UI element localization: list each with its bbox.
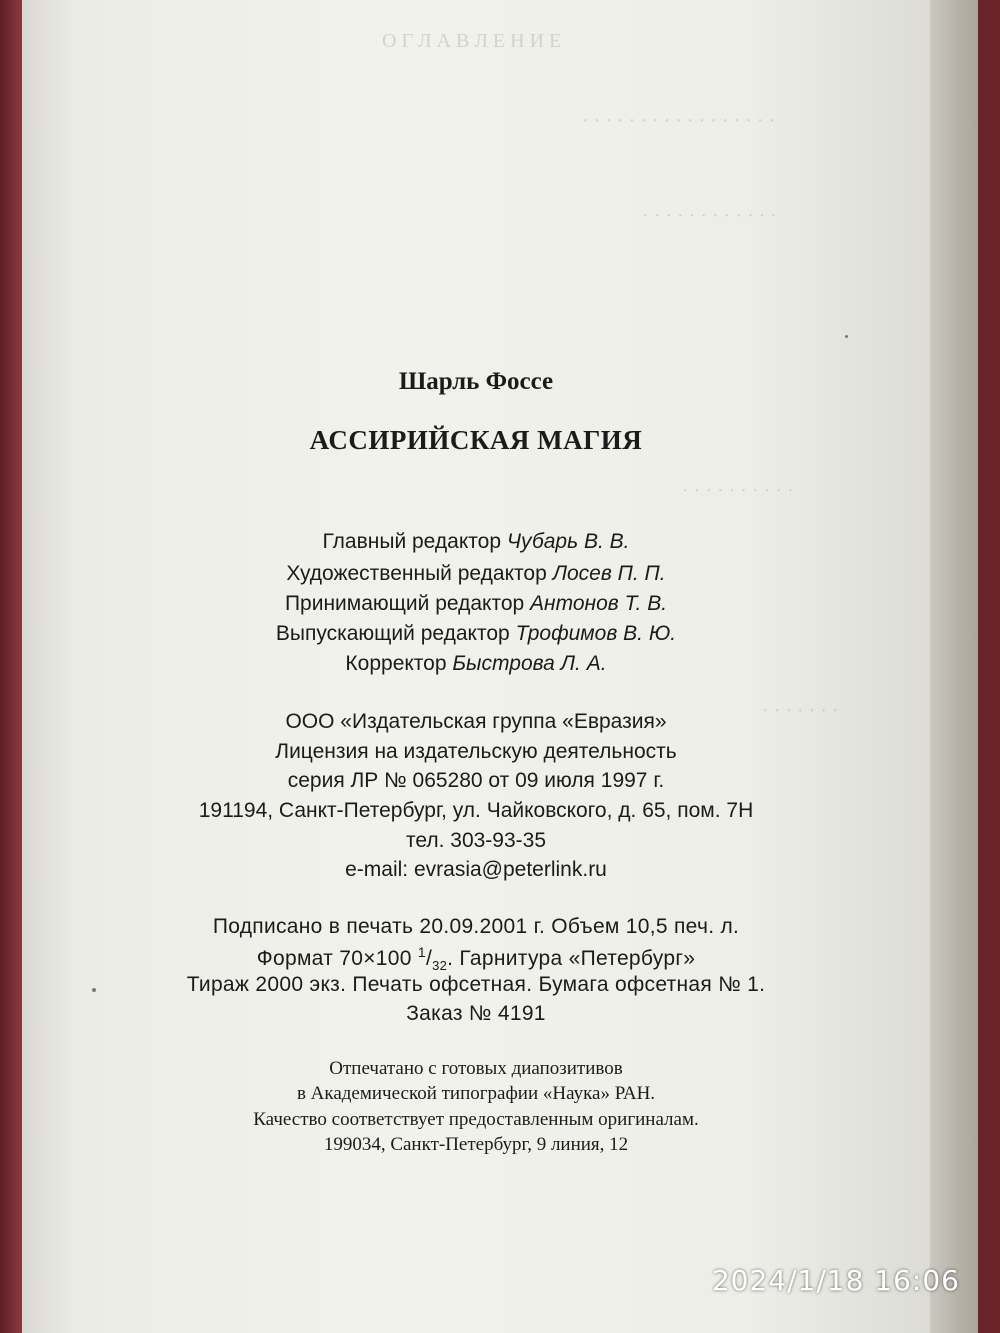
credit-name: Чубарь В. В. <box>506 530 630 553</box>
book-spine <box>0 0 22 1333</box>
publisher-name: ООО «Издательская группа «Евразия» <box>285 710 667 733</box>
format-prefix: Формат 70×100 <box>256 947 412 970</box>
book-title: АССИРИЙСКАЯ МАГИЯ <box>309 425 643 455</box>
format-sup: 1 <box>417 944 426 960</box>
credit-role: Выпускающий редактор <box>275 622 510 645</box>
credit-name: Трофимов В. Ю. <box>515 622 677 645</box>
photo-timestamp: 2024/1/18 16:06 <box>711 1264 960 1297</box>
print-format: Формат 70×100 $^1/_{32}$. Гарнитура «Петербург» <box>256 944 696 974</box>
format-suffix: . Гарнитура «Петербург» <box>447 947 696 970</box>
print-run: Тираж 2000 экз. Печать офсетная. Бумага офсетная № 1. <box>186 973 766 996</box>
credit-line <box>22 562 930 586</box>
credit-role: Главный редактор <box>322 530 501 553</box>
printer-line: 199034, Санкт-Петербург, 9 линия, 12 <box>323 1134 629 1155</box>
credit-name: Лосев П. П. <box>552 562 666 585</box>
format-sub: 32 <box>432 958 448 974</box>
credit-role: Принимающий редактор <box>284 592 525 615</box>
credit-line <box>22 592 930 616</box>
credit-line <box>22 652 930 676</box>
credit-role: Корректор <box>345 652 447 675</box>
show-through: · · · · · · · <box>762 700 839 722</box>
print-order: Заказ № 4191 <box>406 1002 546 1025</box>
credit-role: Художественный редактор <box>286 562 547 585</box>
publisher-series: серия ЛР № 065280 от 09 июля 1997 г. <box>287 769 665 792</box>
book-page <box>22 0 930 1333</box>
publisher-email: e-mail: evrasia@peterlink.ru <box>345 858 607 881</box>
printer-line: Отпечатано с готовых диапозитивов <box>329 1058 623 1079</box>
publisher-license: Лицензия на издательскую деятельность <box>275 740 677 763</box>
publisher-phone: тел. 303-93-35 <box>405 829 547 852</box>
show-through: · · · · · · · · · · · · <box>642 205 777 227</box>
printer-line: в Академической типографии «Наука» РАН. <box>296 1083 656 1104</box>
page-edge <box>930 0 1000 1333</box>
show-through: · · · · · · · · · · · · · · · · · <box>582 110 776 132</box>
credit-line <box>22 622 930 646</box>
show-through: О Г Л А В Л Е Н И Е <box>382 30 562 52</box>
dust-speck <box>845 335 848 338</box>
show-through: · · · · · · · · · · <box>682 480 794 502</box>
credit-name: Антонов Т. В. <box>530 592 668 615</box>
publisher-address: 191194, Санкт-Петербург, ул. Чайковского, д. 65, пом. 7Н <box>198 799 754 822</box>
print-signed: Подписано в печать 20.09.2001 г. Объем 10,5 печ. л. <box>212 915 740 938</box>
dust-speck <box>92 988 96 992</box>
printer-line: Качество соответствует предоставленным оригиналам. <box>253 1109 699 1130</box>
credit-name: Быстрова Л. А. <box>452 652 607 675</box>
cover-cloth <box>978 0 1000 1333</box>
book-author: Шарль Фоссе <box>398 368 554 395</box>
credit-line <box>22 530 930 554</box>
